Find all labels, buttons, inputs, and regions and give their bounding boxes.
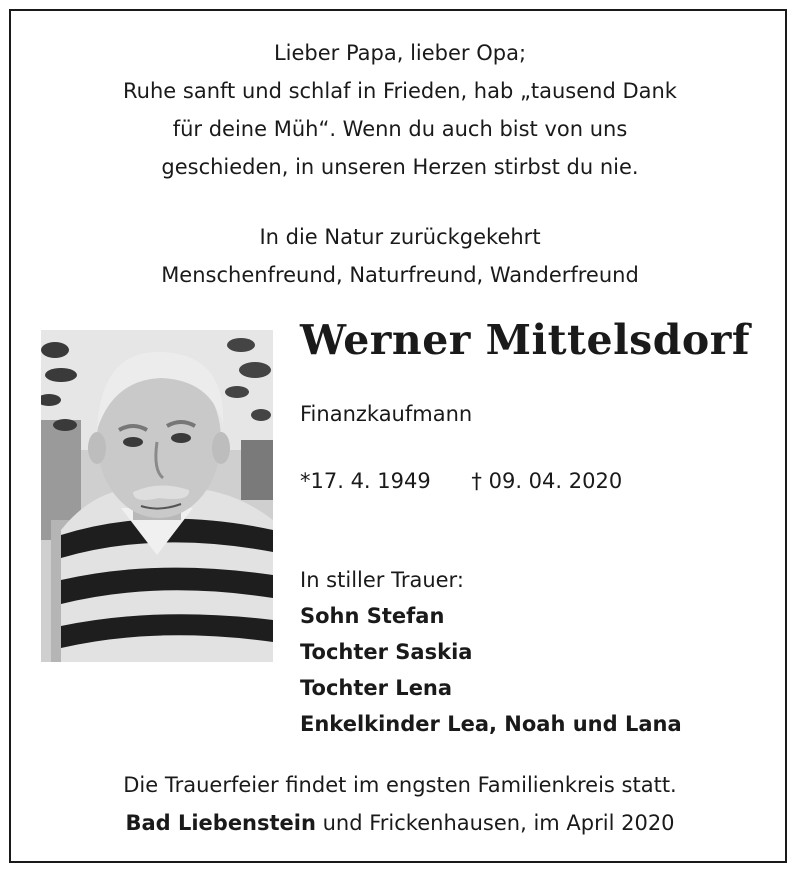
- deceased-name: Werner Mittelsdorf: [300, 316, 750, 364]
- death-date: 09. 04. 2020: [488, 469, 623, 493]
- portrait-photo: [41, 330, 273, 662]
- place-and-date: [0, 804, 800, 842]
- motto-line: In die Natur zurückgekehrt: [259, 225, 541, 249]
- poem-line: geschieden, in unseren Herzen stirbst du nie.: [161, 155, 639, 179]
- mourner: Sohn Stefan: [300, 604, 445, 628]
- motto: [0, 218, 800, 294]
- motto-line: Menschenfreund, Naturfreund, Wanderfreund: [161, 263, 639, 287]
- poem-line: Ruhe sanft und schlaf in Frieden, hab „tausend Dank: [123, 79, 677, 103]
- mourner: Enkelkinder Lea, Noah und Lana: [300, 712, 682, 736]
- poem-line: für deine Müh“. Wenn du auch bist von uns: [172, 117, 628, 141]
- mourner: Tochter Saskia: [300, 640, 473, 664]
- birth-star-icon: *: [300, 469, 311, 493]
- poem: [0, 34, 800, 186]
- ceremony-note: Die Trauerfeier findet im engsten Familienkreis statt.: [123, 773, 677, 797]
- mourner: Tochter Lena: [300, 676, 453, 700]
- poem-line: Lieber Papa, lieber Opa;: [273, 41, 527, 65]
- place-rest: und Frickenhausen, im April 2020: [315, 811, 675, 835]
- birth-date: 17. 4. 1949: [310, 469, 431, 493]
- birth: [300, 469, 431, 493]
- footer: [0, 766, 800, 842]
- death: [471, 469, 622, 493]
- mourners: [300, 562, 682, 742]
- place-bold: Bad Liebenstein: [125, 811, 316, 835]
- life-dates: [300, 469, 622, 493]
- cross-icon: †: [471, 469, 482, 493]
- deceased-profession: Finanzkaufmann: [300, 402, 473, 426]
- mourning-intro: In stiller Trauer:: [300, 568, 464, 592]
